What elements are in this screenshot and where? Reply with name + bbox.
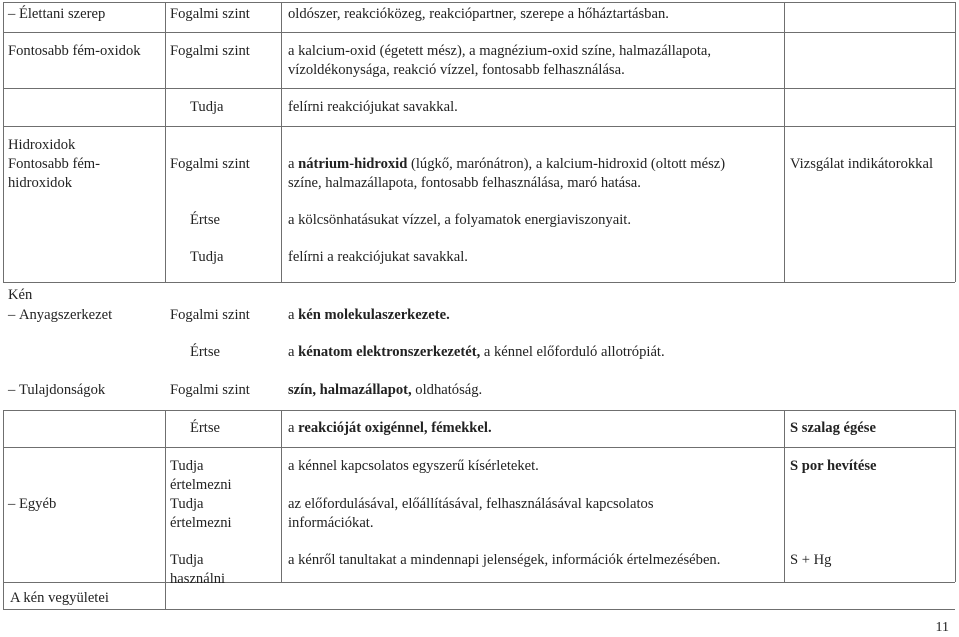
content-cell: vízoldékonysága, reakció vízzel, fontosabb felhasználása. [288, 62, 625, 78]
table-rule [3, 410, 955, 411]
content-cell [288, 343, 665, 362]
level-cell: Fogalmi szint [170, 382, 250, 398]
content-prefix: a [288, 344, 299, 360]
note-cell [790, 457, 876, 476]
topic-cell: Fontosabb fém-oxidok [8, 43, 141, 59]
table-rule [3, 88, 955, 89]
topic-cell: Fontosabb fém- [8, 156, 101, 172]
level-cell: Tudja [170, 552, 204, 568]
content-bold: kénatom elektronszerkezetét, [298, 344, 481, 360]
content-cell: oldószer, reakcióközeg, reakciópartner, szerepe a hőháztartásban. [288, 6, 669, 22]
table-rule [3, 2, 955, 3]
level-cell: Tudja [170, 496, 204, 512]
topic-cell: – Tulajdonságok [8, 381, 105, 400]
level-cell: értelmezni [170, 477, 232, 493]
level-cell: értelmezni [170, 515, 232, 531]
topic-cell: – Egyéb [8, 495, 56, 514]
content-rest: a kénnel előforduló allotrópiát. [480, 344, 665, 360]
table-rule [165, 2, 166, 282]
level-cell: használni [170, 571, 226, 587]
table-rule [3, 282, 955, 283]
content-cell: felírni a reakciójukat savakkal. [288, 249, 468, 265]
level-cell: Fogalmi szint [170, 156, 250, 172]
level-cell: Tudja [190, 249, 224, 265]
table-rule [784, 410, 785, 582]
content-cell: információkat. [288, 515, 374, 531]
topic-cell: – Élettani szerep [8, 5, 105, 24]
note-bold: S szalag égése [790, 420, 876, 436]
table-rule [165, 410, 166, 609]
table-rule [3, 447, 955, 448]
content-cell [288, 155, 725, 174]
page-number: 11 [935, 620, 949, 635]
level-cell: Fogalmi szint [170, 307, 250, 323]
level-cell: Fogalmi szint [170, 43, 250, 59]
table-rule [955, 410, 956, 582]
topic-cell: A kén vegyületei [10, 590, 109, 606]
topic-cell: hidroxidok [8, 175, 73, 191]
content-cell: a kénnel kapcsolatos egyszerű kísérleteket. [288, 458, 539, 474]
table-rule [281, 2, 282, 282]
table-rule [3, 2, 4, 282]
content-bold: kén molekulaszerkezete. [298, 307, 450, 323]
content-rest: (lúgkő, marónátron), a kalcium-hidroxid (oltott mész) [407, 156, 726, 172]
content-bold: szín, halmazállapot, [288, 382, 412, 398]
content-cell: a kénről tanultakat a mindennapi jelenségek, információk értelmezésében. [288, 552, 721, 568]
level-cell: Fogalmi szint [170, 6, 250, 22]
table-rule [784, 2, 785, 282]
note-cell [790, 419, 876, 438]
content-cell: a kölcsönhatásukat vízzel, a folyamatok energiaviszonyait. [288, 212, 631, 228]
table-rule [3, 609, 955, 610]
note-bold: S por hevítése [790, 458, 877, 474]
level-cell: Tudja [190, 99, 224, 115]
table-rule [3, 582, 955, 583]
content-bold: reakcióját oxigénnel, fémekkel. [298, 420, 492, 436]
table-rule [3, 126, 955, 127]
topic-cell: Hidroxidok [8, 137, 76, 153]
level-cell: Értse [190, 344, 220, 360]
section-heading: Kén [8, 287, 33, 303]
level-cell: Értse [190, 212, 220, 228]
level-cell: Értse [190, 420, 220, 436]
note-cell: S + Hg [790, 552, 832, 568]
content-rest: oldhatóság. [411, 382, 483, 398]
table-rule [3, 32, 955, 33]
content-prefix: a [288, 307, 299, 323]
content-prefix: a [288, 156, 299, 172]
level-cell: Tudja [170, 458, 204, 474]
content-cell: felírni reakciójukat savakkal. [288, 99, 458, 115]
content-cell [288, 306, 450, 325]
table-rule [281, 410, 282, 582]
note-cell: Vizsgálat indikátorokkal [790, 156, 933, 172]
content-cell [288, 419, 492, 438]
table-rule [3, 410, 4, 609]
content-bold: nátrium-hidroxid [298, 156, 408, 172]
content-cell: az előfordulásával, előállításával, felhasználásával kapcsolatos [288, 496, 654, 512]
content-prefix: a [288, 420, 299, 436]
content-cell: a kalcium-oxid (égetett mész), a magnézium-oxid színe, halmazállapota, [288, 43, 712, 59]
content-cell [288, 381, 482, 400]
topic-cell: – Anyagszerkezet [8, 306, 112, 325]
table-rule [955, 2, 956, 282]
content-cell: színe, halmazállapota, fontosabb felhasználása, maró hatása. [288, 175, 641, 191]
